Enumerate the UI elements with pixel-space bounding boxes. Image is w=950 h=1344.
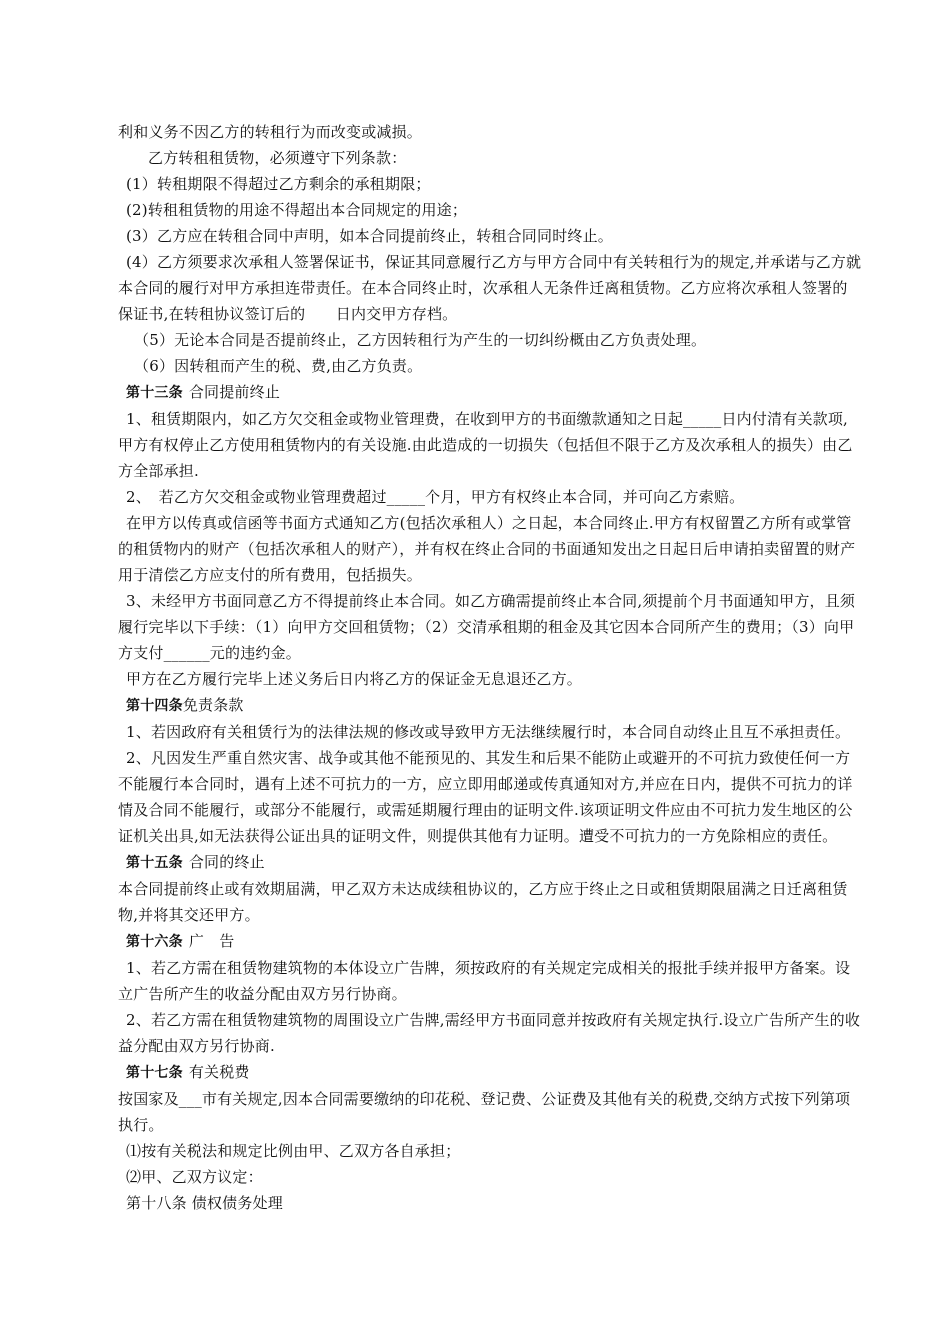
paragraph: 利和义务不因乙方的转租行为而改变或减损。 [118, 123, 423, 141]
article-number: 第十五条 [126, 855, 183, 871]
list-item: (1）转租期限不得超过乙方剩余的承租期限； [126, 175, 431, 193]
list-item: ⑵甲、乙双方议定： [126, 1168, 263, 1186]
list-item: (4）乙方须要求次承租人签署保证书，保证其同意履行乙方与甲方合同中有关转租行为的规定,并承诺与乙方就本合同的履行对甲方承担连带责任。在本合同终止时，次承租人无条件迁离租赁物。乙方应将次承租人签署的保证书,在转租协议签订后的 日内交甲方存档。 [118, 253, 862, 323]
paragraph: 乙方转租租赁物，必须遵守下列条款： [148, 149, 407, 167]
article-number: 第十四条 [126, 698, 183, 714]
paragraph: 1、若乙方需在租赁物建筑物的本体设立广告牌，须按政府的有关规定完成相关的报批手续并报甲方备案。设立广告所产生的收益分配由双方另行协商。 [118, 959, 851, 1003]
article-heading-18: 第十八条 债权债务处理 [126, 1194, 283, 1212]
article-number: 第十六条 [126, 934, 183, 950]
list-item: （5）无论本合同是否提前终止，乙方因转租行为产生的一切纠纷概由乙方负责处理。 [134, 331, 707, 349]
article-heading-17 [118, 1059, 862, 1086]
paragraph: 甲方在乙方履行完毕上述义务后日内将乙方的保证金无息退还乙方。 [126, 670, 583, 688]
article-heading-13 [118, 379, 862, 406]
list-item: ⑴按有关税法和规定比例由甲、乙双方各自承担； [126, 1142, 461, 1160]
paragraph: 在甲方以传真或信函等书面方式通知乙方(包括次承租人）之日起，本合同终止.甲方有权留置乙方所有或掌管的租赁物内的财产（包括次承租人的财产），并有权在终止合同的书面通知发出之日起日后申请拍卖留置的财产用于清偿乙方应支付的所有费用，包括损失。 [118, 514, 856, 584]
article-title: 免责条款 [182, 696, 244, 714]
article-heading-15 [118, 849, 862, 876]
article-heading-14 [118, 692, 862, 719]
contract-text [118, 119, 862, 1216]
paragraph: 3、未经甲方书面同意乙方不得提前终止本合同。如乙方确需提前终止本合同,须提前个月书面通知甲方，且须履行完毕以下手续：（1）向甲方交回租赁物；（2）交清承租期的租金及其它因本合同所产生的费用；（3）向甲方支付______元的违约金。 [118, 592, 856, 662]
article-title: 合同提前终止 [188, 383, 281, 401]
article-number: 第十三条 [126, 385, 183, 401]
article-title: 有关税费 [188, 1063, 250, 1081]
article-title: 合同的终止 [188, 853, 265, 871]
paragraph: 本合同提前终止或有效期届满，甲乙双方未达成续租协议的，乙方应于终止之日或租赁期限届满之日迁离租赁物,并将其交还甲方。 [118, 880, 848, 924]
article-heading-16 [118, 928, 862, 955]
paragraph: 按国家及___市有关规定,因本合同需要缴纳的印花税、登记费、公证费及其他有关的税费,交纳方式按下列第项执行。 [118, 1090, 851, 1134]
paragraph: 2、凡因发生严重自然灾害、战争或其他不能预见的、其发生和后果不能防止或避开的不可抗力致使任何一方不能履行本合同时，遇有上述不可抗力的一方，应立即用邮递或传真通知对方,并应在日内，提供不可抗力的详情及合同不能履行，或部分不能履行，或需延期履行理由的证明文件.该项证明文件应由不可抗力发生地区的公证机关出具,如无法获得公证出具的证明文件，则提供其他有力证明。遭受不可抗力的一方免除相应的责任。 [118, 749, 853, 845]
paragraph: 1、若因政府有关租赁行为的法律法规的修改或导致甲方无法继续履行时，本合同自动终止且互不承担责任。 [126, 723, 851, 741]
article-title: 广 告 [188, 932, 235, 950]
paragraph: 2、若乙方需在租赁物建筑物的周围设立广告牌,需经甲方书面同意并按政府有关规定执行.设立广告所产生的收益分配由双方另行协商. [118, 1011, 861, 1055]
article-number: 第十七条 [126, 1065, 183, 1081]
list-item: (3）乙方应在转租合同中声明，如本合同提前终止，转租合同同时终止。 [126, 227, 613, 245]
paragraph: 2、 若乙方欠交租金或物业管理费超过_____个月，甲方有权终止本合同，并可向乙方索赔。 [126, 488, 745, 506]
list-item: (2)转租租赁物的用途不得超出本合同规定的用途； [126, 201, 468, 219]
paragraph: 1、租赁期限内，如乙方欠交租金或物业管理费，在收到甲方的书面缴款通知之日起_____日内付清有关款项,甲方有权停止乙方使用租赁物内的有关设施.由此造成的一切损失（包括但不限于乙方及次承租人的损失）由乙方全部承担. [118, 410, 853, 480]
list-item: （6）因转租而产生的税、费,由乙方负责。 [134, 357, 423, 375]
